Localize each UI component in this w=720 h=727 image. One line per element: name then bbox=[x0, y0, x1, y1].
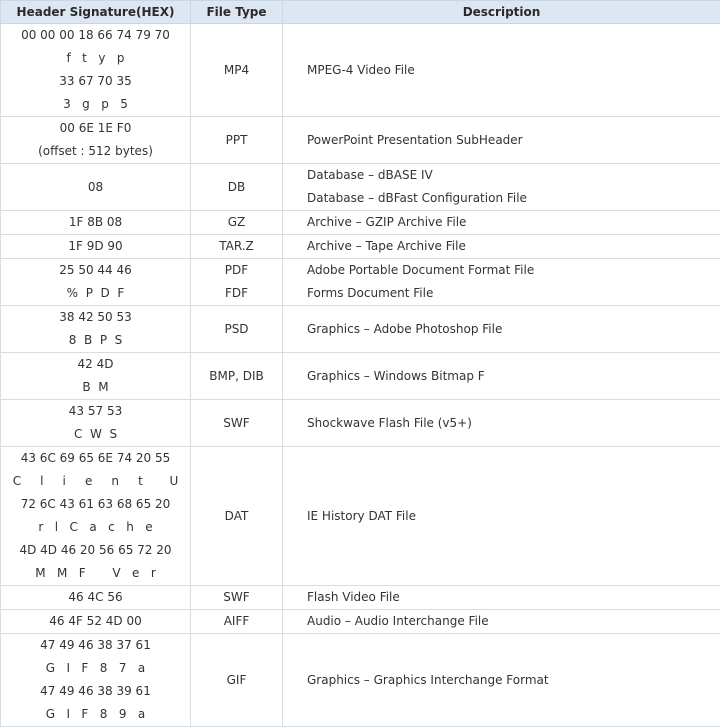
description-line: Shockwave Flash File (v5+) bbox=[307, 412, 720, 435]
signature-line: 1F 8B 08 bbox=[1, 211, 190, 234]
description-line: Archive – GZIP Archive File bbox=[307, 211, 720, 234]
description-cell bbox=[283, 235, 720, 259]
signature-line: C l i e n t U bbox=[1, 470, 190, 493]
signature-line: 25 50 44 46 bbox=[1, 259, 190, 282]
signature-line: 38 42 50 53 bbox=[1, 306, 190, 329]
signature-cell bbox=[1, 235, 191, 259]
file-type-line: TAR.Z bbox=[191, 235, 282, 258]
file-type-line: AIFF bbox=[191, 610, 282, 633]
signature-line: M M F V e r bbox=[1, 562, 190, 585]
signature-line: B M bbox=[1, 376, 190, 399]
file-type-line: DB bbox=[191, 176, 282, 199]
table-body bbox=[1, 24, 720, 727]
signature-line: G I F 8 7 a bbox=[1, 657, 190, 680]
table-row bbox=[1, 610, 720, 634]
signature-line: 46 4F 52 4D 00 bbox=[1, 610, 190, 633]
signature-line: 1F 9D 90 bbox=[1, 235, 190, 258]
file-type-line: PDF bbox=[191, 259, 282, 282]
table-row bbox=[1, 117, 720, 164]
signature-line: C W S bbox=[1, 423, 190, 446]
description-line: Archive – Tape Archive File bbox=[307, 235, 720, 258]
signature-cell bbox=[1, 306, 191, 353]
file-type-line: PSD bbox=[191, 318, 282, 341]
signature-cell bbox=[1, 259, 191, 306]
file-type-line: GZ bbox=[191, 211, 282, 234]
table-row bbox=[1, 259, 720, 306]
signature-cell bbox=[1, 353, 191, 400]
description-cell bbox=[283, 353, 720, 400]
description-cell bbox=[283, 586, 720, 610]
file-type-cell bbox=[191, 235, 283, 259]
file-type-line: SWF bbox=[191, 412, 282, 435]
signature-cell bbox=[1, 400, 191, 447]
description-line: Graphics – Adobe Photoshop File bbox=[307, 318, 720, 341]
description-line: Graphics – Windows Bitmap F bbox=[307, 365, 720, 388]
file-type-cell bbox=[191, 306, 283, 353]
signature-cell bbox=[1, 164, 191, 211]
signature-line: f t y p bbox=[1, 47, 190, 70]
signature-line: 3 g p 5 bbox=[1, 93, 190, 116]
signature-line: 00 6E 1E F0 bbox=[1, 117, 190, 140]
signature-line: 4D 4D 46 20 56 65 72 20 bbox=[1, 539, 190, 562]
signature-cell bbox=[1, 24, 191, 117]
signature-cell bbox=[1, 447, 191, 586]
signature-line: 46 4C 56 bbox=[1, 586, 190, 609]
description-line: MPEG-4 Video File bbox=[307, 59, 720, 82]
table-header-row bbox=[1, 1, 720, 24]
description-cell bbox=[283, 634, 720, 727]
table-row bbox=[1, 235, 720, 259]
signature-cell bbox=[1, 634, 191, 727]
table-row bbox=[1, 211, 720, 235]
description-line: Database – dBFast Configuration File bbox=[307, 187, 720, 210]
signature-line: r l C a c h e bbox=[1, 516, 190, 539]
description-line: Database – dBASE IV bbox=[307, 164, 720, 187]
file-type-cell bbox=[191, 353, 283, 400]
signature-line: 8 B P S bbox=[1, 329, 190, 352]
signature-line: % P D F bbox=[1, 282, 190, 305]
description-line: PowerPoint Presentation SubHeader bbox=[307, 129, 720, 152]
description-line: Flash Video File bbox=[307, 586, 720, 609]
signature-line: 33 67 70 35 bbox=[1, 70, 190, 93]
signature-line: (offset : 512 bytes) bbox=[1, 140, 190, 163]
description-line: Audio – Audio Interchange File bbox=[307, 610, 720, 633]
description-cell bbox=[283, 306, 720, 353]
description-cell bbox=[283, 117, 720, 164]
file-type-line: FDF bbox=[191, 282, 282, 305]
table-row bbox=[1, 400, 720, 447]
signature-cell bbox=[1, 117, 191, 164]
file-type-cell bbox=[191, 117, 283, 164]
signature-line: 42 4D bbox=[1, 353, 190, 376]
signature-cell bbox=[1, 211, 191, 235]
file-type-cell bbox=[191, 447, 283, 586]
signature-cell bbox=[1, 586, 191, 610]
signature-line: 43 6C 69 65 6E 74 20 55 bbox=[1, 447, 190, 470]
description-cell bbox=[283, 400, 720, 447]
file-type-line: BMP, DIB bbox=[191, 365, 282, 388]
file-type-cell bbox=[191, 400, 283, 447]
description-cell bbox=[283, 211, 720, 235]
file-type-cell bbox=[191, 164, 283, 211]
file-type-line: GIF bbox=[191, 669, 282, 692]
table-row bbox=[1, 164, 720, 211]
table-row bbox=[1, 447, 720, 586]
file-type-cell bbox=[191, 586, 283, 610]
description-cell bbox=[283, 259, 720, 306]
header-file-type: File Type bbox=[191, 1, 283, 24]
signature-cell bbox=[1, 610, 191, 634]
file-type-cell bbox=[191, 634, 283, 727]
signature-line: 47 49 46 38 37 61 bbox=[1, 634, 190, 657]
signature-line: 43 57 53 bbox=[1, 400, 190, 423]
table-row bbox=[1, 24, 720, 117]
signature-line: 08 bbox=[1, 176, 190, 199]
description-cell bbox=[283, 610, 720, 634]
signature-line: 47 49 46 38 39 61 bbox=[1, 680, 190, 703]
file-type-line: DAT bbox=[191, 505, 282, 528]
description-cell bbox=[283, 447, 720, 586]
file-type-cell bbox=[191, 24, 283, 117]
description-line: Forms Document File bbox=[307, 282, 720, 305]
description-line: IE History DAT File bbox=[307, 505, 720, 528]
file-type-cell bbox=[191, 610, 283, 634]
table-row bbox=[1, 586, 720, 610]
table-row bbox=[1, 306, 720, 353]
file-type-cell bbox=[191, 211, 283, 235]
description-cell bbox=[283, 164, 720, 211]
table-row bbox=[1, 634, 720, 727]
table-row bbox=[1, 353, 720, 400]
description-cell bbox=[283, 24, 720, 117]
file-type-line: SWF bbox=[191, 586, 282, 609]
signature-line: 72 6C 43 61 63 68 65 20 bbox=[1, 493, 190, 516]
file-type-cell bbox=[191, 259, 283, 306]
header-description: Description bbox=[283, 1, 720, 24]
description-line: Graphics – Graphics Interchange Format bbox=[307, 669, 720, 692]
file-type-line: PPT bbox=[191, 129, 282, 152]
signature-line: 00 00 00 18 66 74 79 70 bbox=[1, 24, 190, 47]
signature-line: G I F 8 9 a bbox=[1, 703, 190, 726]
header-signature: Header Signature(HEX) bbox=[1, 1, 191, 24]
description-line: Adobe Portable Document Format File bbox=[307, 259, 720, 282]
file-type-line: MP4 bbox=[191, 59, 282, 82]
